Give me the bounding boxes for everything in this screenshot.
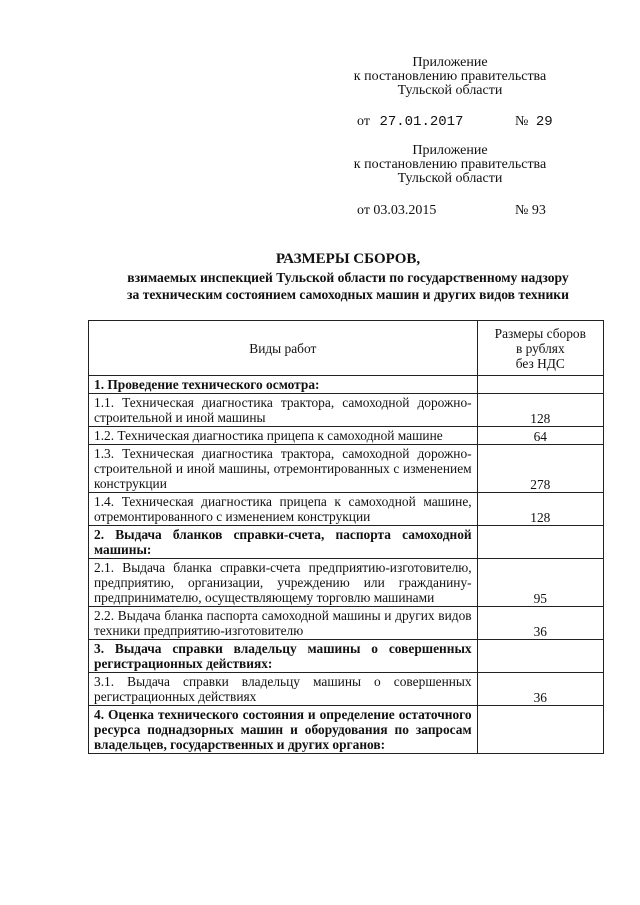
fee-value: 95 — [477, 559, 603, 607]
fee-value — [477, 376, 603, 394]
approval-date: 27.01.2017 — [379, 114, 464, 130]
approval-number: 29 — [535, 114, 553, 130]
approval-header-new — [330, 56, 570, 98]
table-row — [89, 376, 604, 394]
table-row — [89, 607, 604, 640]
approval-old-date: от 03.03.2015 — [357, 203, 437, 218]
work-description: 1.2. Техническая диагностика прицепа к самоходной машине — [89, 427, 478, 445]
work-description: 1.1. Техническая диагностика трактора, самоходной дорожно-строительной и иной машины — [89, 394, 478, 427]
number-prefix: № — [514, 114, 529, 129]
work-description: 1.3. Техническая диагностика трактора, самоходной дорожно-строительной и иной машины, отремонтированных с изменением конструкции — [89, 445, 478, 493]
section-heading: 1. Проведение технического осмотра: — [89, 376, 478, 394]
date-prefix: от — [357, 114, 370, 129]
fee-value: 64 — [477, 427, 603, 445]
approval-line: Тульской области — [397, 83, 503, 98]
table-row — [89, 526, 604, 559]
fee-value: 128 — [477, 493, 603, 526]
section-heading: 2. Выдача бланков справки-счета, паспорта самоходной машины: — [89, 526, 478, 559]
table-row — [89, 559, 604, 607]
document-subtitle-2: за техническим состоянием самоходных машин и других видов техники — [127, 287, 569, 302]
fee-value — [477, 706, 603, 754]
approval-new-date-line — [357, 114, 553, 130]
table-row — [89, 427, 604, 445]
work-description: 2.1. Выдача бланка справки-счета предприятию-изготовителю, предприятию, организации, учреждению или гражданину-предпринимателю, осуществляющему торговлю машинами — [89, 559, 478, 607]
approval-line: к постановлению правительства — [353, 157, 547, 172]
approval-line: Приложение — [412, 143, 488, 158]
fee-value: 36 — [477, 607, 603, 640]
approval-header-old — [330, 144, 570, 186]
table-row — [89, 706, 604, 754]
work-description: 1.4. Техническая диагностика прицепа к самоходной машине, отремонтированного с изменением конструкции — [89, 493, 478, 526]
fee-value — [477, 640, 603, 673]
header-fees-line: в рублях — [515, 340, 565, 356]
fee-value: 36 — [477, 673, 603, 706]
work-description: 3.1. Выдача справки владельцу машины о совершенных регистрационных действиях — [89, 673, 478, 706]
header-fees-line: Размеры сборов — [494, 325, 586, 341]
approval-line: к постановлению правительства — [353, 69, 547, 84]
table-header-row — [89, 321, 604, 376]
approval-line: Приложение — [412, 55, 488, 70]
fees-table — [88, 320, 604, 754]
fee-value: 278 — [477, 445, 603, 493]
header-fees-line: без НДС — [515, 355, 565, 371]
header-fees — [477, 321, 603, 376]
document-title: РАЗМЕРЫ СБОРОВ, — [275, 251, 421, 267]
approval-line: Тульской области — [397, 171, 503, 186]
section-heading: 4. Оценка технического состояния и определение остаточного ресурса поднадзорных машин и оборудования по запросам владельцев, государственных и других органов: — [89, 706, 478, 754]
table-row — [89, 673, 604, 706]
document-subtitle-1: взимаемых инспекцией Тульской области по государственному надзору — [127, 270, 569, 285]
work-description: 2.2. Выдача бланка паспорта самоходной машины и других видов техники предприятию-изготовителю — [89, 607, 478, 640]
header-works: Виды работ — [89, 321, 478, 376]
fee-value: 128 — [477, 394, 603, 427]
table-row — [89, 394, 604, 427]
approval-old-number: № 93 — [515, 203, 546, 218]
table-row — [89, 640, 604, 673]
fee-value — [477, 526, 603, 559]
table-row — [89, 493, 604, 526]
table-row — [89, 445, 604, 493]
section-heading: 3. Выдача справки владельцу машины о совершенных регистрационных действиях: — [89, 640, 478, 673]
